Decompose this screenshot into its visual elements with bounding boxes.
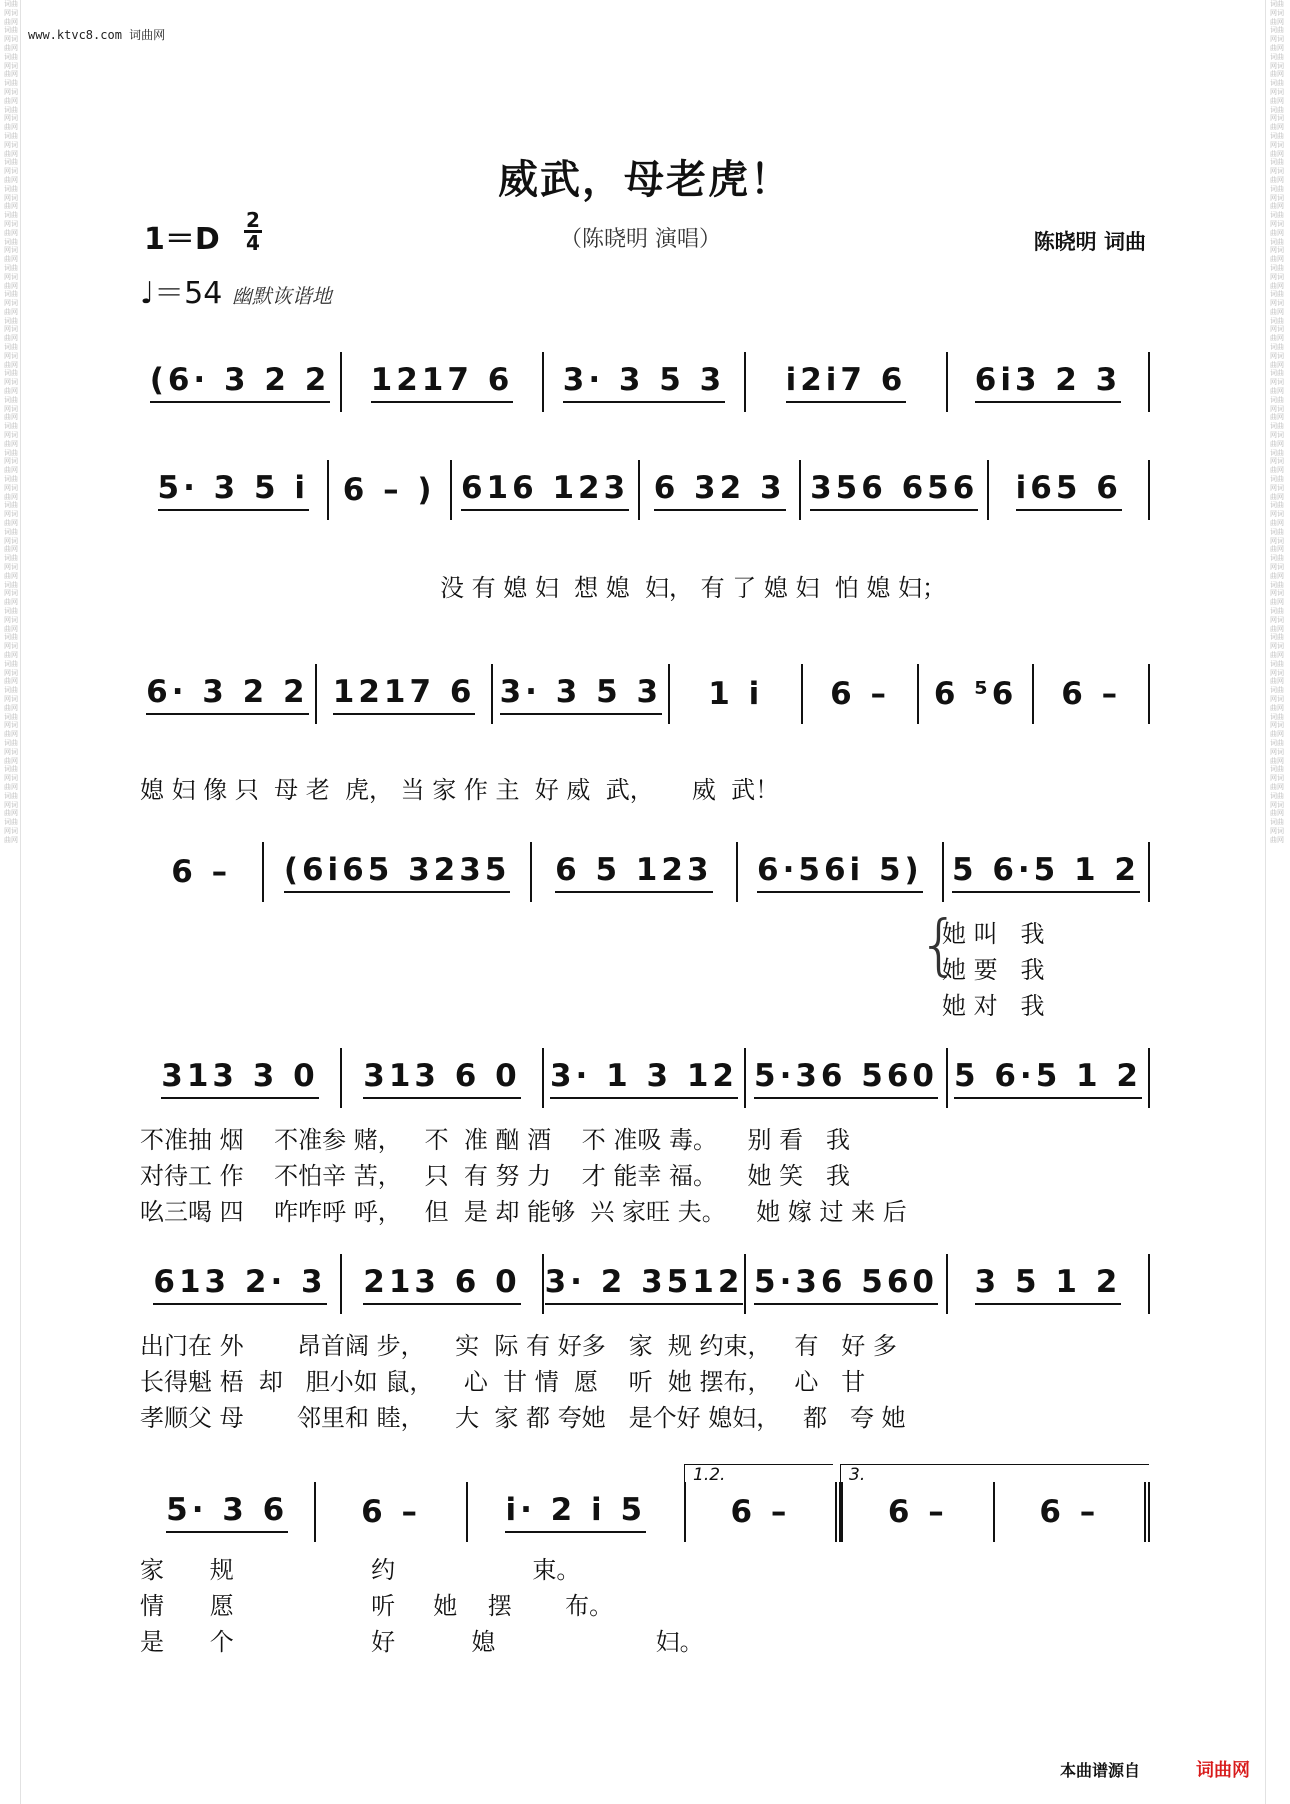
measure: 5· 3 6 (140, 1482, 314, 1542)
measure: 3· 3 5 3 (491, 664, 668, 724)
measure: 6 – (801, 664, 917, 724)
lyrics-line-7-verse-3: 是 个 好 媳 妇。 (140, 1628, 704, 1656)
tempo-value: ♩＝54 (140, 276, 223, 311)
measure: i2i7 6 (744, 352, 946, 412)
mood-marking: 幽默诙谐地 (231, 284, 332, 308)
side-watermark-right: 词曲网词曲网词曲网词曲网词曲网词曲网词曲网词曲网词曲网词曲网词曲网词曲网词曲网词曲网词曲网词曲网词曲网词曲网词曲网词曲网词曲网词曲网词曲网词曲网词曲网词曲网词曲网词曲网词曲网词曲网词曲网词曲网词曲网词曲网词曲网词曲网词曲网词曲网词曲网词曲网词曲网词曲网词曲网词曲网词曲网词曲网词曲网词曲网词曲网词曲网词曲网词曲网词曲网词曲网词曲网词曲网词曲网词曲网词曲网词曲网词曲网词曲网词曲网词曲网 (1270, 0, 1284, 844)
measure: 6 – ) (327, 460, 450, 520)
composer-credit: 陈晓明 词曲 (1033, 230, 1146, 254)
score-line-7 (140, 1482, 1150, 1542)
lyrics-line-5-verse-3: 吆三喝 四 咋咋呼 呼， 但 是 却 能够 兴 家旺 夫。 她 嫁 过 来 后 (140, 1198, 907, 1226)
lyrics-line-7-verse-1: 家 规 约 束。 (140, 1556, 581, 1584)
measure: 613 2· 3 (140, 1254, 340, 1314)
measure: 6 – (993, 1482, 1150, 1542)
measure: 5·36 560 (744, 1254, 946, 1314)
measure: (6i65 3235 (262, 842, 529, 902)
side-watermark-left: 词曲网词曲网词曲网词曲网词曲网词曲网词曲网词曲网词曲网词曲网词曲网词曲网词曲网词曲网词曲网词曲网词曲网词曲网词曲网词曲网词曲网词曲网词曲网词曲网词曲网词曲网词曲网词曲网词曲网词曲网词曲网词曲网词曲网词曲网词曲网词曲网词曲网词曲网词曲网词曲网词曲网词曲网词曲网词曲网词曲网词曲网词曲网词曲网词曲网词曲网词曲网词曲网词曲网词曲网词曲网词曲网词曲网词曲网词曲网词曲网词曲网词曲网词曲网词曲网 (4, 0, 18, 844)
measure: 3· 1 3 12 (542, 1048, 744, 1108)
measure: 313 3 0 (140, 1048, 340, 1108)
measure: 313 6 0 (340, 1048, 542, 1108)
singer-credit: （陈晓明 演唱） (560, 227, 721, 252)
measure: 616 123 (450, 460, 639, 520)
key-signature: 1＝D (144, 222, 220, 257)
lyrics-line-5-verse-2: 对待工 作 不怕辛 苦， 只 有 努 力 才 能幸 福。 她 笑 我 (140, 1162, 850, 1190)
source-note: 本曲谱源自 (1059, 1761, 1140, 1780)
measure: i· 2 i 5 (466, 1482, 684, 1542)
measure: 356 656 (799, 460, 988, 520)
lyrics-line-6-verse-2: 长得魁 梧 却 胆小如 鼠， 心 甘 情 愿 听 她 摆布， 心 甘 (140, 1368, 866, 1396)
measure: i65 6 (987, 460, 1150, 520)
lyrics-line-5-verse-1: 不准抽 烟 不准参 赌， 不 准 酗 酒 不 准吸 毒。 别 看 我 (140, 1126, 850, 1154)
measure: 6 – (171, 854, 232, 890)
lyrics-line-6-verse-1: 出门在 外 昂首阔 步， 实 际 有 好多 家 规 约束， 有 好 多 (140, 1332, 897, 1360)
score-line-6 (140, 1254, 1150, 1314)
measure: 1217 6 (340, 352, 542, 412)
measure: 6 – (684, 1482, 841, 1542)
measure: 3· 2 3512 (542, 1254, 744, 1314)
lyrics-line-3: 媳 妇 像 只 母 老 虎， 当 家 作 主 好 威 武， 威 武！ (140, 776, 780, 804)
measure: 5 6·5 1 2 (946, 1048, 1150, 1108)
lyrics-line-4-verse-2: 她 要 我 (942, 956, 1045, 984)
measure: 6 ⁵6 (917, 664, 1033, 724)
measure: 6i3 2 3 (946, 352, 1150, 412)
lyrics-line-4-verse-3: 她 对 我 (942, 992, 1045, 1020)
lyrics-line-7-verse-2: 情 愿 听 她 摆 布。 (140, 1592, 614, 1620)
measure: 5·36 560 (744, 1048, 946, 1108)
score-line-3 (140, 664, 1150, 724)
site-watermark[interactable]: www.ktvc8.com 词曲网 (28, 28, 166, 42)
right-margin-line (1265, 0, 1266, 1804)
measure: 3· 3 5 3 (542, 352, 744, 412)
measure: 6 – (1032, 664, 1150, 724)
time-sig-bottom: 4 (246, 231, 260, 255)
lyrics-line-2: 没 有 媳 妇 想 媳 妇， 有 了 媳 妇 怕 媳 妇； (440, 574, 947, 602)
measure: 213 6 0 (340, 1254, 542, 1314)
tempo-marking (140, 268, 332, 312)
second-ending-label: 3. (849, 1465, 866, 1485)
measure: 6·56i 5) (736, 842, 942, 902)
song-title: 威武，母老虎！ (498, 157, 792, 203)
lyrics-line-6-verse-3: 孝顺父 母 邻里和 睦， 大 家 都 夸她 是个好 媳妇， 都 夸 她 (140, 1404, 906, 1432)
lyrics-line-4-verse-1: 她 叫 我 (942, 920, 1045, 948)
score-line-4 (140, 842, 1150, 902)
measure: 3 5 1 2 (946, 1254, 1150, 1314)
measure: 1 i (668, 664, 801, 724)
measure: 5 6·5 1 2 (942, 842, 1150, 902)
measure: 6· 3 2 2 (140, 664, 315, 724)
measure: 6 – (314, 1482, 465, 1542)
first-ending-label: 1.2. (693, 1465, 726, 1485)
score-line-1 (140, 352, 1150, 412)
measure: (6· 3 2 2 (140, 352, 340, 412)
time-signature (244, 210, 262, 253)
measure: 5· 3 5 i (140, 460, 327, 520)
brand-logo[interactable]: 词曲网 (1196, 1760, 1250, 1781)
time-sig-top: 2 (244, 210, 262, 233)
measure: 6 32 3 (638, 460, 799, 520)
measure: 1217 6 (315, 664, 492, 724)
score-line-2 (140, 460, 1150, 520)
score-line-5 (140, 1048, 1150, 1108)
lyric-brace: { (918, 906, 960, 983)
left-margin-line (20, 0, 21, 1804)
measure: 6 – (841, 1482, 992, 1542)
measure: 6 5 123 (530, 842, 736, 902)
